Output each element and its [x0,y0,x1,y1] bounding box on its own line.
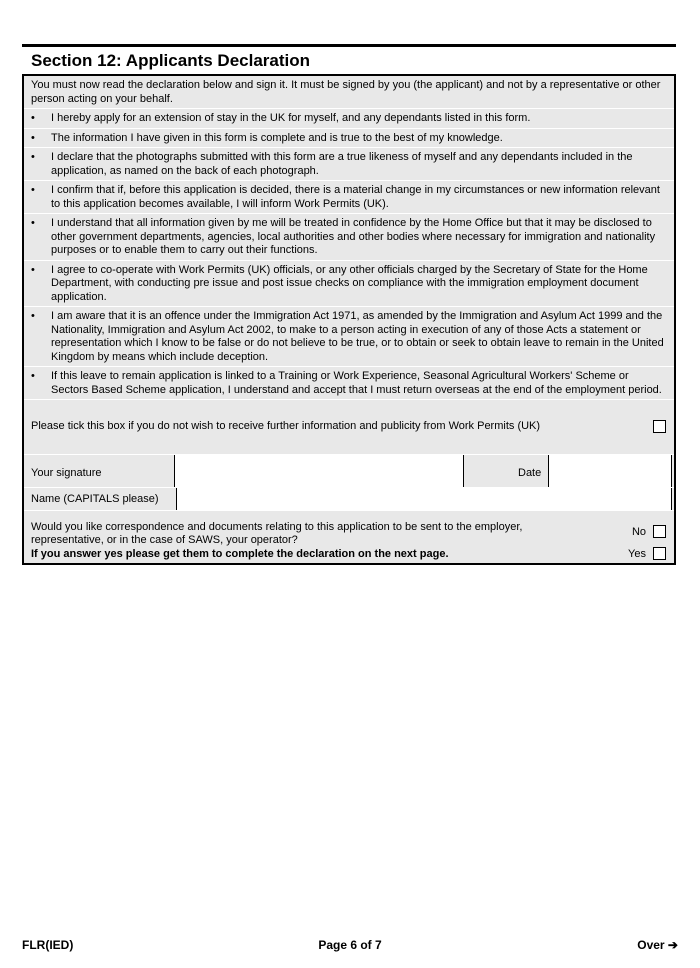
declaration-item: • I am aware that it is an offence under the Immigration Act 1971, as amended by the Immigration and Asylum Act 1999 and the Nationality, Immigration and Asylum Act 2002, to make to a person acting in execution of any of those Acts a statement or representation which I know to be false or do not believe to be true, or to obtain or seek to obtain leave to remain in the United Kingdom by means which include deception. [24,306,674,366]
name-field[interactable] [176,488,672,510]
name-row [24,487,674,510]
correspondence-note: If you answer yes please get them to complete the declaration on the next page. [31,547,449,560]
declaration-item: • I understand that all information given by me will be treated in confidence by the Home Office but that it may be disclosed to other government departments, agencies, local authorities and other bodies where necessary for immigration and nationality purposes or to enable them to carry out their functions. [24,213,674,260]
section-12 [22,44,676,565]
page-number: Page 6 of 7 [318,938,382,952]
date-field[interactable] [548,455,672,487]
bullet-icon: • [31,131,35,144]
bullet-icon: • [31,112,35,124]
declaration-item: • I confirm that if, before this application is decided, there is a material change in my circumstances or new information relevant to this application becomes available, I will inform Work Permits (UK). [24,180,674,213]
declaration-item: • The information I have given in this form is complete and is true to the best of my knowledge. [24,128,674,148]
signature-field[interactable] [174,455,464,487]
declaration-intro: You must now read the declaration below and sign it. It must be signed by you (the applicant) and not by a representative or other person acting on your behalf. [31,79,661,105]
declaration-item: • I agree to co-operate with Work Permits (UK) officials, or any other officials charged by the Secretary of State for the Home Department, with conducting pre issue and post issue checks on compliance with the immigration employment document application. [24,260,674,307]
option-no [606,525,666,539]
bullet-icon: • [31,263,35,276]
bullet-icon: • [31,184,35,196]
form-code: FLR(IED) [22,938,74,952]
page-footer [22,938,678,954]
signature-row [24,454,674,487]
bullet-icon: • [31,217,35,229]
correspondence-row [24,510,674,563]
option-no-checkbox[interactable] [653,525,666,538]
declaration-item: • If this leave to remain application is linked to a Training or Work Experience, Seasonal Agricultural Workers' Scheme or Sectors Based Scheme application, I understand and accept that I must return overseas at the end of the employment period. [24,366,674,399]
option-yes-label: Yes [628,547,646,560]
option-no-label: No [631,525,646,538]
option-yes [606,547,666,561]
name-label: Name (CAPITALS please) [31,492,159,505]
bullet-icon: • [31,151,35,163]
option-yes-checkbox[interactable] [653,547,666,560]
bullet-icon: • [31,370,35,382]
signature-label: Your signature [31,466,102,479]
correspondence-question: Would you like correspondence and documents relating to this application to be sent to the employer, representative, or in the case of SAWS, your operator? [31,520,523,546]
date-label: Date [518,466,542,479]
publicity-opt-out-row [24,399,674,454]
declaration-panel [22,74,676,565]
declaration-list [24,108,674,399]
declaration-item: • I declare that the photographs submitted with this form are a true likeness of myself and any dependants included in the application, as named on the back of each photograph. [24,147,674,180]
section-title: Section 12: Applicants Declaration [31,51,310,70]
publicity-opt-out-checkbox[interactable] [653,420,666,433]
publicity-opt-out-label: Please tick this box if you do not wish to receive further information and publicity from Work Permits (UK) [31,420,541,432]
bullet-icon: • [31,310,35,322]
over-link: Over ➔ [637,938,678,952]
declaration-item: • I hereby apply for an extension of stay in the UK for myself, and any dependants listed in this form. [24,108,674,128]
